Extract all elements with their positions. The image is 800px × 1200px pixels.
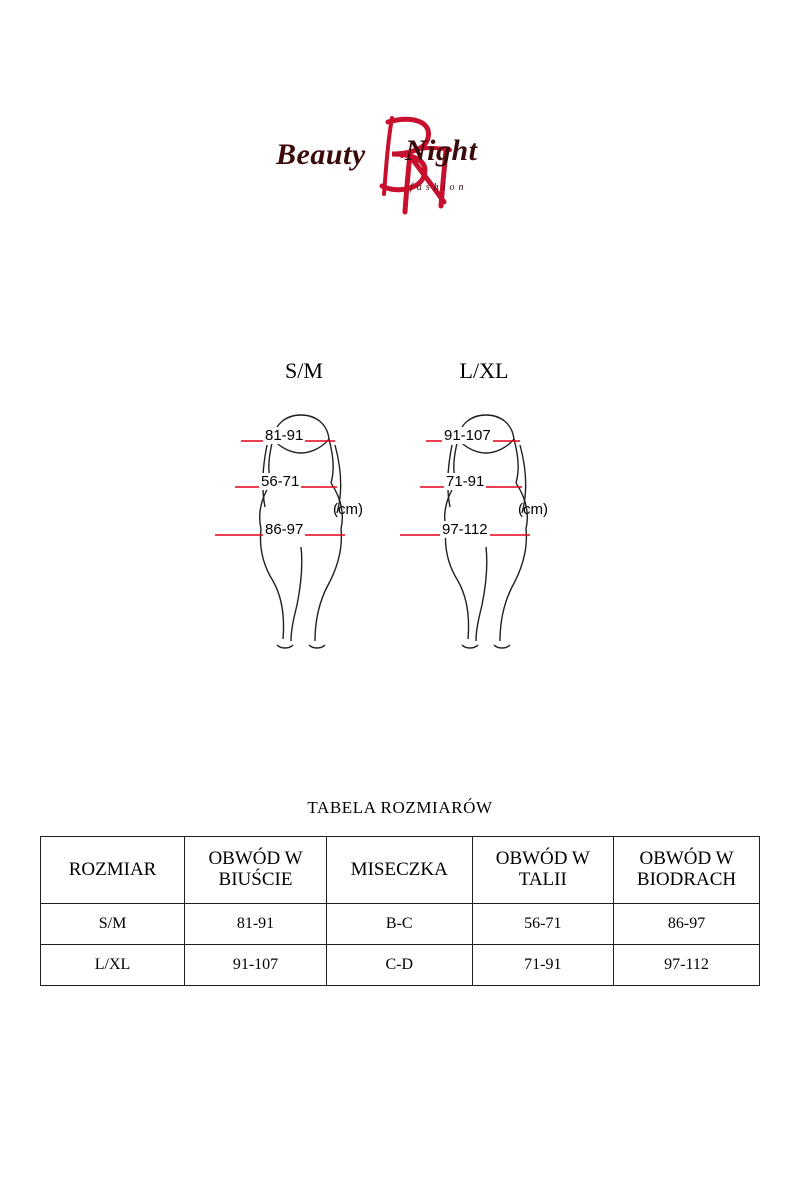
cell-hips: 86-97: [614, 904, 760, 945]
cell-bust: 81-91: [185, 904, 327, 945]
logo-graphic: [270, 110, 530, 230]
table-title: TABELA ROZMIARÓW: [307, 798, 493, 817]
measure-bust-sm: 81-91: [265, 427, 304, 444]
table-row: [41, 945, 760, 986]
measure-waist-sm: 56-71: [261, 473, 300, 490]
figure-lxl: [400, 395, 630, 655]
measure-bust-lxl: 91-107: [444, 427, 491, 444]
figure-size-label-sm: S/M: [285, 358, 323, 383]
measure-hips-sm: 86-97: [265, 521, 304, 538]
brand-logo: [0, 110, 800, 240]
cell-waist: 71-91: [472, 945, 614, 986]
table-header-row: [41, 837, 760, 904]
table-header-cup: MISECZKA: [326, 837, 472, 904]
cell-cup: B-C: [326, 904, 472, 945]
cell-size: S/M: [41, 904, 185, 945]
measure-waist-lxl: 71-91: [446, 473, 485, 490]
cell-waist: 56-71: [472, 904, 614, 945]
table-header-waist: OBWÓD W TALII: [472, 837, 614, 904]
figure-size-label-lxl: L/XL: [459, 358, 509, 383]
female-silhouette-lxl-icon: [400, 395, 630, 655]
logo-word-night: Night: [405, 134, 478, 167]
cell-cup: C-D: [326, 945, 472, 986]
figure-diagrams: [0, 340, 800, 670]
table-row: [41, 904, 760, 945]
cell-size: L/XL: [41, 945, 185, 986]
unit-label-sm: (cm): [333, 501, 363, 518]
size-table: [40, 836, 760, 986]
table-header-bust: OBWÓD W BIUŚCIE: [185, 837, 327, 904]
table-header-hips: OBWÓD W BIODRACH: [614, 837, 760, 904]
table-header-size: ROZMIAR: [41, 837, 185, 904]
measure-hips-lxl: 97-112: [442, 521, 488, 538]
logo-tagline: fashion: [410, 182, 468, 193]
logo-word-beauty: Beauty: [276, 138, 366, 171]
unit-label-lxl: (cm): [518, 501, 548, 518]
cell-bust: 91-107: [185, 945, 327, 986]
cell-hips: 97-112: [614, 945, 760, 986]
